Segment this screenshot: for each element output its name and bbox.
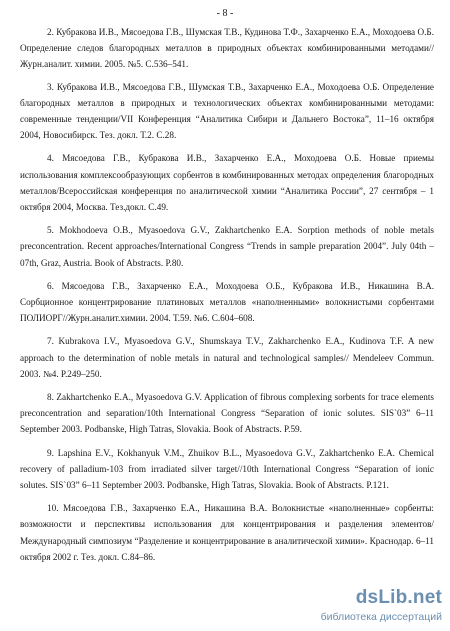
reference-item: 4. Мясоедова Г.В., Кубракова И.В., Захарченко Е.А., Моходоева О.Б. Новые приемы использования комплексообразующих сорбентов в комбинированных методах определения благородных металлов/Всероссийская конференция по аналитической химии “Аналитика России”, 27 сентября – 1 октября 2004, Москва. Тез.докл. С.49. [20, 153, 434, 213]
reference-item: 5. Mokhodoeva O.B., Myasoedova G.V., Zakhartchenko E.A. Sorption methods of noble metals preconcentration. Recent approaches/International Congress “Trends in sample preparation 2004”. July 04th – 07th, Graz, Austria. Book of Abstracts. P.80. [20, 225, 434, 268]
reference-item: 6. Мясоедова Г.В., Захарченко Е.А., Моходоева О.Б., Кубракова И.В., Никашина В.А. Сорбционное концентрирование платиновых металлов «наполненными» волокнистыми сорбентами ПОЛИОРГ//Журн.аналит.химии. 2004. Т.59. №6. С.604–608. [20, 280, 434, 324]
reference-list [20, 24, 434, 572]
reference-item: 8. Zakhartchenko E.A., Myasoedova G.V. Application of fibrous complexing sorbents for trace elements preconcentration and separation/10th International Congress “Separation of ionic solutes. SIS`03” 6–11 September 2003. Podbanske, High Tatras, Slovakia. Book of Abstracts. P.59. [20, 392, 434, 435]
watermark-name: dsLib.net [355, 587, 442, 608]
watermark-subtitle: библиотека диссертаций [320, 611, 442, 623]
reference-item: 7. Kubrakova I.V., Myasoedova G.V., Shumskaya T.V., Zakharchenko E.A., Kudinova T.F. A new approach to the determination of noble metals in natural and technological samples// Mendeleev Commun. 2003. №4. P.249–250. [20, 336, 434, 379]
reference-item: 3. Кубракова И.В., Мясоедова Г.В., Шумская Т.В., Захарченко Е.А., Моходоева О.Б. Определение благородных металлов в природных и технологических объектах комбинированными методами: современные тенденции/VII Конференция “Аналитика Сибири и Дальнего Востока”, 11–16 октября 2004, Новосибирск. Тез. докл. Т.2. С.28. [20, 81, 434, 141]
reference-item: 2. Кубракова И.В., Мясоедова Г.В., Шумская Т.В., Кудинова Т.Ф., Захарченко Е.А., Моходоева О.Б. Определение следов благородных металлов в природных объектах комбинированными методами//Журн.аналит. химии. 2005. №5. С.536–541. [20, 27, 434, 70]
watermark-logo [314, 587, 444, 627]
page-number: - 8 - [216, 8, 234, 19]
reference-item: 10. Мясоедова Г.В., Захарченко Е.А., Никашина В.А. Волокнистые «наполненные» сорбенты: возможности и перспективы использования для концентрирования и разделения элементов/Международный симпозиум “Разделение и концентрирование в аналитической химии». Краснодар. 6–11 октября 2002 г. Тез. докл. С.84–86. [20, 503, 434, 562]
reference-item: 9. Lapshina E.V., Kokhanyuk V.M., Zhuikov B.L., Myasoedova G.V., Zakhartchenko E.A. Chemical recovery of palladium-103 from irradiated silver target//10th International Congress “Separation of ionic solutes. SIS`03” 6–11 September 2003. Podbanske, High Tatras, Slovakia. Book of Abstracts. P.121. [20, 447, 434, 491]
